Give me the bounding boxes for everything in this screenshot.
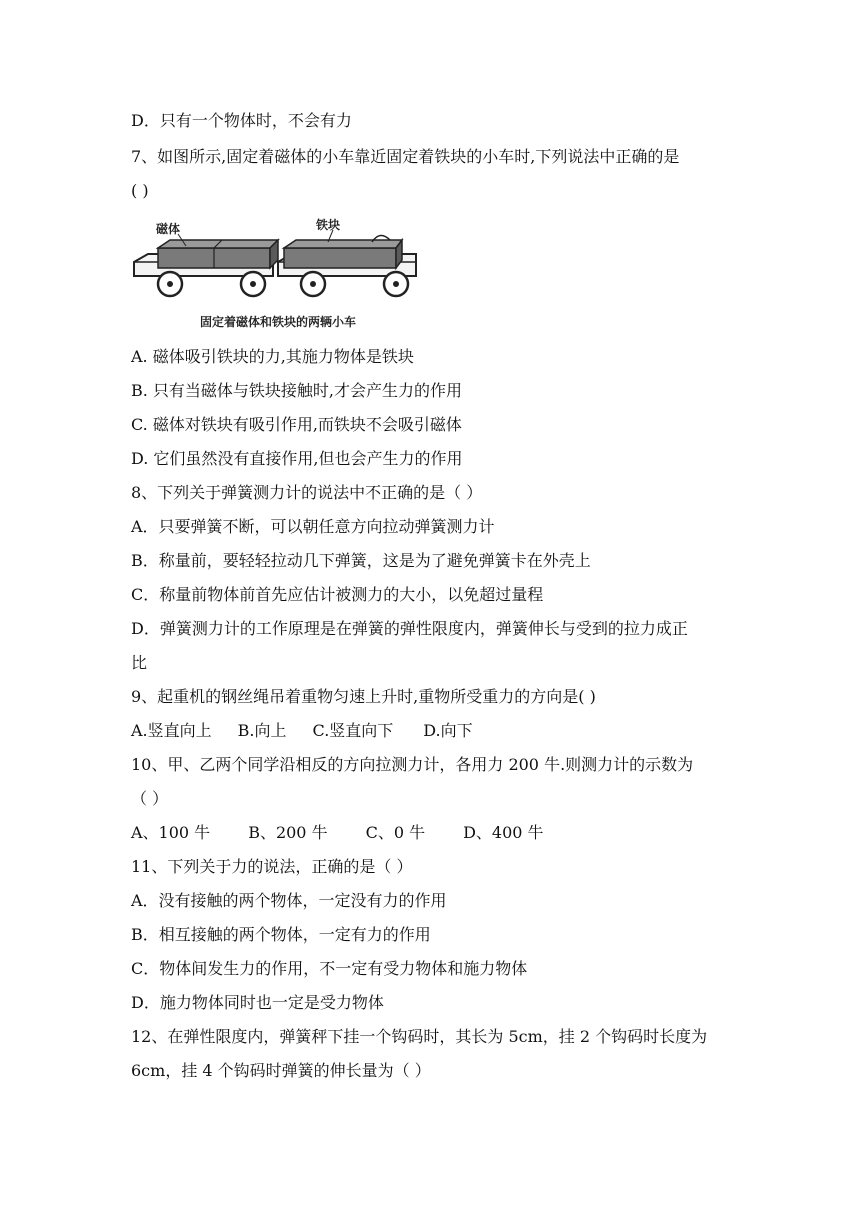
q7-stem-line1: 7、如图所示,固定着磁体的小车靠近固定着铁块的小车时,下列说法中正确的是 [131, 147, 680, 166]
q8-stem: 8、下列关于弹簧测力计的说法中不正确的是（ ） [131, 483, 483, 502]
magnet-cart [134, 240, 278, 296]
q8-option-b: B．称量前，要轻轻拉动几下弹簧，这是为了避免弹簧卡在外壳上 [131, 551, 591, 570]
q7-option-b: B. 只有当磁体与铁块接触时,才会产生力的作用 [131, 381, 463, 400]
q9-stem: 9、起重机的钢丝绳吊着重物匀速上升时,重物所受重力的方向是( ) [131, 687, 596, 706]
q11-option-d: D．施力物体同时也一定是受力物体 [131, 993, 384, 1012]
q9-option-a: A.竖直向上 [131, 721, 212, 740]
q9-option-c: C.竖直向下 [312, 721, 394, 740]
q10-option-a: A、100 牛 [131, 823, 211, 842]
q8-option-d-line2: 比 [131, 653, 148, 672]
q11-option-b: B．相互接触的两个物体，一定有力的作用 [131, 925, 431, 944]
q10-option-b: B、200 牛 [248, 823, 328, 842]
q8-option-c: C．称量前物体前首先应估计被测力的大小，以免超过量程 [131, 585, 544, 604]
q10-stem-line2: （ ） [131, 789, 169, 808]
q11-stem: 11、下列关于力的说法，正确的是（ ） [131, 857, 413, 876]
q11-option-a: A．没有接触的两个物体，一定没有力的作用 [131, 891, 447, 910]
q10-options [131, 822, 544, 844]
q7-option-d: D. 它们虽然没有直接作用,但也会产生力的作用 [131, 449, 463, 468]
q9-option-d: D.向下 [423, 721, 473, 740]
q9-options [131, 720, 473, 742]
figure-caption: 固定着磁体和铁块的两辆小车 [200, 315, 357, 329]
q12-stem-line1: 12、在弹性限度内，弹簧秤下挂一个钩码时，其长为 5cm，挂 2 个钩码时长度为 [131, 1027, 708, 1046]
q9-option-b: B.向上 [237, 721, 287, 740]
q8-option-a: A．只要弹簧不断，可以朝任意方向拉动弹簧测力计 [131, 517, 495, 536]
iron-label: 铁块 [316, 218, 341, 232]
q8-option-d-line1: D．弹簧测力计的工作原理是在弹簧的弹性限度内，弹簧伸长与受到的拉力成正 [131, 619, 688, 638]
q7-option-c: C. 磁体对铁块有吸引作用,而铁块不会吸引磁体 [131, 415, 462, 434]
magnet-label: 磁体 [156, 222, 181, 236]
q7-stem-line2: ( ) [131, 181, 149, 200]
q12-stem-line2: 6cm，挂 4 个钩码时弹簧的伸长量为（ ） [131, 1061, 431, 1080]
q10-option-c: C、0 牛 [365, 823, 426, 842]
q10-stem-line1: 10、甲、乙两个同学沿相反的方向拉测力计，各用力 200 牛.则测力计的示数为 [131, 755, 694, 774]
q11-option-c: C．物体间发生力的作用，不一定有受力物体和施力物体 [131, 959, 528, 978]
iron-cart [278, 235, 416, 296]
q6-option-d: D．只有一个物体时，不会有力 [131, 111, 352, 130]
q7-option-a: A. 磁体吸引铁块的力,其施力物体是铁块 [131, 347, 414, 366]
q10-option-d: D、400 牛 [463, 823, 544, 842]
